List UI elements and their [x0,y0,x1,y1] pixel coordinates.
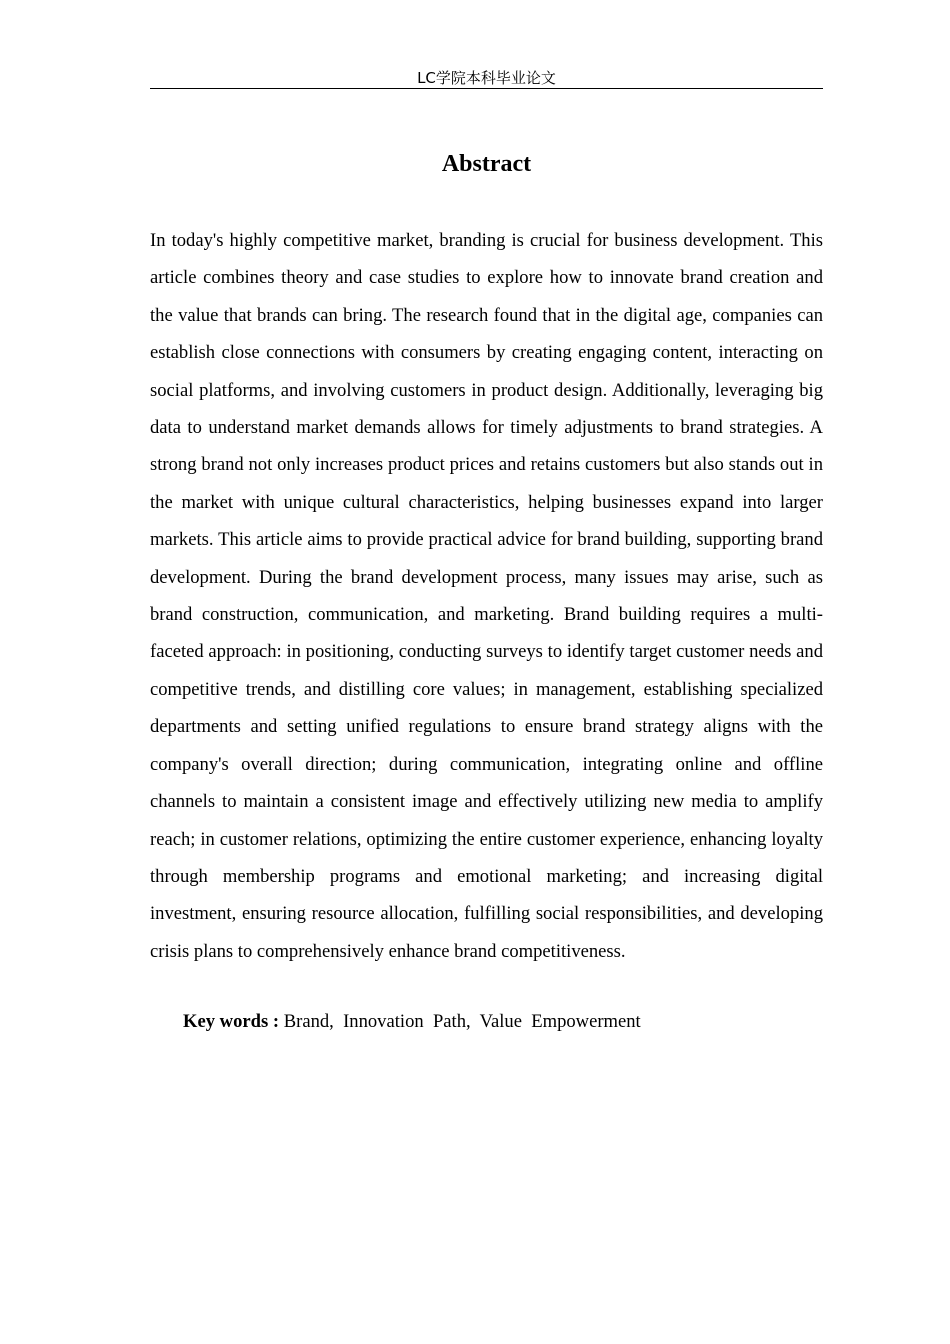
running-header: LC学院本科毕业论文 [417,69,556,87]
keywords-label: Key words : [183,1011,280,1032]
abstract-title: Abstract [441,151,532,177]
keywords-value: Brand, Innovation Path, Value Empowerment [283,1011,641,1032]
header-rule [150,88,823,89]
abstract-body: In today's highly competitive market, branding is crucial for business development. This article combines theory and case studies to explore how to innovate brand creation and the value that brands can bring. The research found that in the digital age, companies can establish close connections with consumers by creating engaging content, interacting on social platforms, and involving customers in product design. Additionally, leveraging big data to understand market demands allows for timely adjustments to brand strategies. A strong brand not only increases product prices and retains customers but also stands out in the market with unique cultural characteristics, helping businesses expand into larger markets. This article aims to provide practical advice for brand building, supporting brand development. During the brand development process, many issues may arise, such as brand construction, communication, and marketing. Brand building requires a multi-faceted approach: in positioning, conducting surveys to identify target customer needs and competitive trends, and distilling core values; in management, establishing specialized departments and setting unified regulations to ensure brand strategy aligns with the company's overall direction; during communication, integrating online and offline channels to maintain a consistent image and effectively utilizing new media to amplify reach; in customer relations, optimizing the entire customer experience, enhancing loyalty through membership programs and emotional marketing; and increasing digital investment, ensuring resource allocation, fulfilling social responsibilities, and developing crisis plans to comprehensively enhance brand competitiveness. [150,230,823,962]
keywords-line [183,1008,823,1036]
